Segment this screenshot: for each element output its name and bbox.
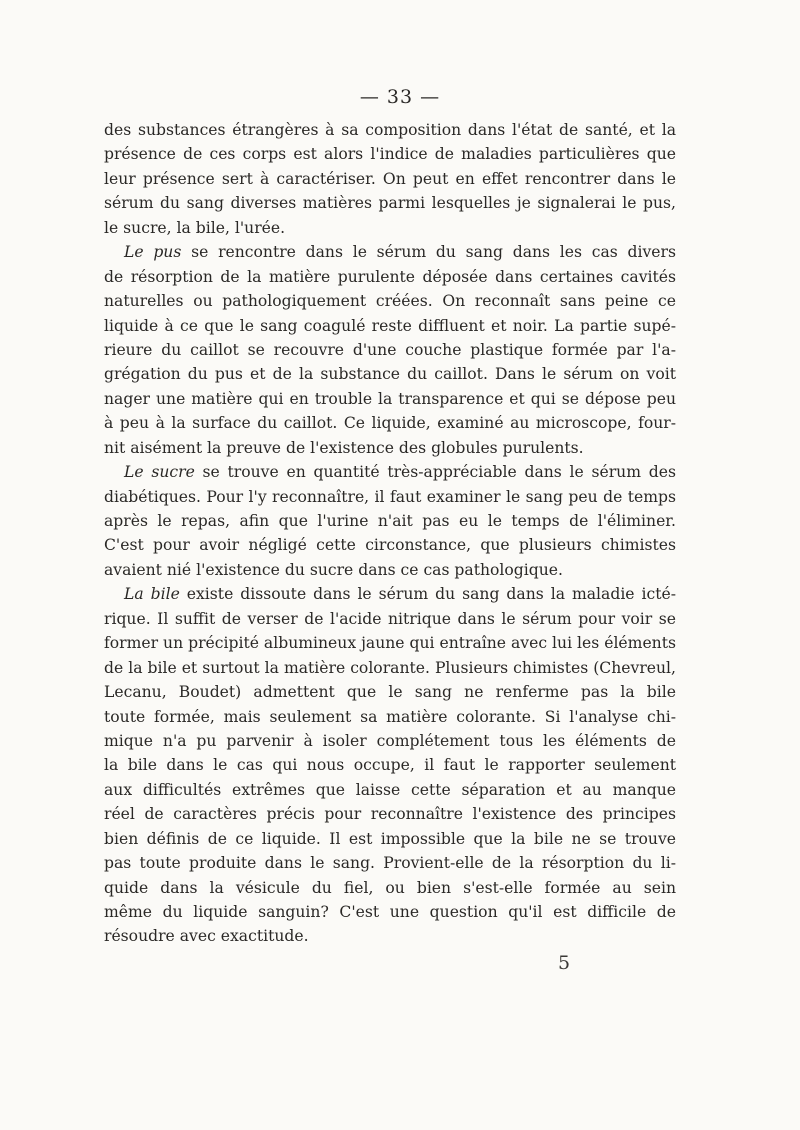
text-line: C'est pour avoir négligé cette circonstance, que plusieurs chimistes	[104, 536, 676, 555]
text-run: se rencontre dans le sérum du sang dans les cas divers	[181, 243, 676, 262]
text-line: des substances étrangères à sa composition dans l'état de santé, et la	[104, 121, 676, 139]
text-line: avaient nié l'existence du sucre dans ce cas pathologique.	[104, 560, 563, 579]
body-text	[104, 118, 676, 949]
text-line: Lecanu, Boudet) admettent que le sang ne renferme pas la bile	[104, 683, 676, 702]
text-line: leur présence sert à caractériser. On peut en effet rencontrer dans le	[104, 169, 676, 188]
text-line: de la bile et surtout la matière colorante. Plusieurs chimistes (Chevreul,	[104, 658, 676, 677]
text-line: nager une matière qui en trouble la transparence et qui se dépose peu	[104, 389, 676, 408]
paragraph	[104, 582, 676, 949]
text-line: mique n'a pu parvenir à isoler complétement tous les éléments de	[104, 731, 676, 750]
page-number: — 33 —	[359, 86, 441, 108]
text-line: après le repas, afin que l'urine n'ait pas eu le temps de l'éliminer.	[104, 512, 676, 530]
text-line: liquide à ce que le sang coagulé reste diffluent et noir. La partie supé-	[104, 316, 676, 335]
text-line: rique. Il suffit de verser de l'acide nitrique dans le sérum pour voir se	[104, 609, 676, 628]
text-line: bien définis de ce liquide. Il est impossible que la bile ne se trouve	[104, 829, 676, 848]
text-line: sérum du sang diverses matières parmi lesquelles je signalerai le pus,	[104, 194, 676, 213]
signature-mark: 5	[558, 952, 571, 974]
text-line: à peu à la surface du caillot. Ce liquide, examiné au microscope, four-	[104, 414, 676, 433]
paragraph	[104, 118, 676, 240]
text-line: naturelles ou pathologiquement créées. On reconnaît sans peine ce	[104, 292, 676, 311]
text-line	[104, 582, 676, 606]
text-line: toute formée, mais seulement sa matière colorante. Si l'analyse chi-	[104, 707, 676, 726]
text-line: de résorption de la matière purulente déposée dans certaines cavités	[104, 267, 676, 286]
text-line: pas toute produite dans le sang. Provient-elle de la résorption du li-	[104, 854, 676, 873]
text-line: le sucre, la bile, l'urée.	[104, 218, 286, 237]
text-line: la bile dans le cas qui nous occupe, il faut le rapporter seulement	[104, 756, 676, 775]
text-line	[104, 240, 676, 264]
text-line	[104, 460, 676, 484]
text-line: nit aisément la preuve de l'existence des globules purulents.	[104, 438, 584, 457]
paragraph	[104, 460, 676, 582]
text-line: rieure du caillot se recouvre d'une couche plastique formée par l'a-	[104, 340, 676, 359]
paragraph	[104, 240, 676, 460]
text-line: présence de ces corps est alors l'indice de maladies particulières que	[104, 145, 676, 164]
text-line: former un précipité albumineux jaune qui entraîne avec lui les éléments	[104, 634, 676, 653]
text-line: résoudre avec exactitude.	[104, 927, 309, 946]
text-line: diabétiques. Pour l'y reconnaître, il faut examiner le sang peu de temps	[104, 487, 676, 506]
text-run: existe dissoute dans le sérum du sang dans la maladie icté-	[179, 585, 676, 604]
paragraph-lead: Le sucre	[124, 463, 195, 482]
text-line: quide dans la vésicule du fiel, ou bien s'est-elle formée au sein	[104, 878, 676, 897]
paragraph-lead: Le pus	[124, 243, 182, 262]
text-line: aux difficultés extrêmes que laisse cette séparation et au manque	[104, 780, 676, 799]
text-line: réel de caractères précis pour reconnaître l'existence des principes	[104, 805, 676, 824]
text-line: grégation du pus et de la substance du caillot. Dans le sérum on voit	[104, 365, 676, 384]
paragraph-lead: La bile	[124, 585, 180, 604]
text-run: se trouve en quantité très-appréciable dans le sérum des	[194, 463, 676, 482]
text-line: même du liquide sanguin? C'est une question qu'il est difficile de	[104, 903, 676, 921]
